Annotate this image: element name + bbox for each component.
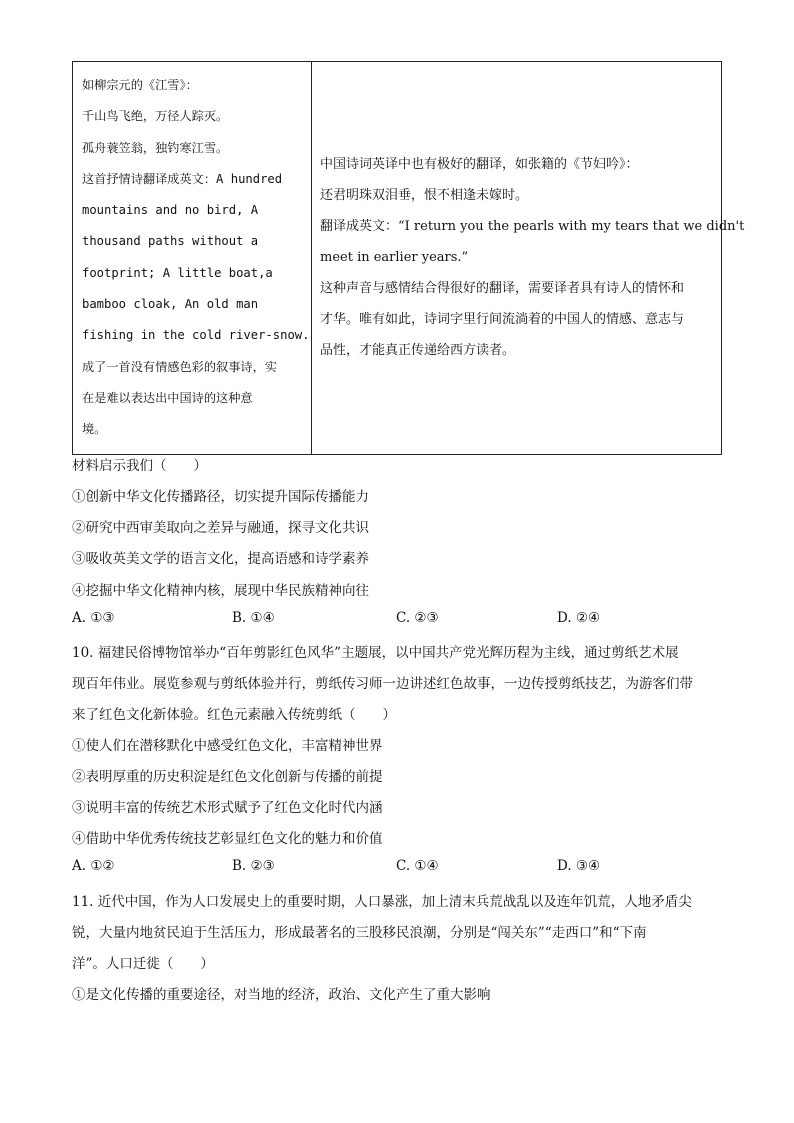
q10-stem-line-1: 10. 福建民俗博物馆举办“百年剪影红色风华”主题展，以中国共产党光辉历程为主线，通过剪纸艺术展 (72, 645, 679, 661)
q10-option-b[interactable]: B. ②③ (232, 858, 275, 874)
poem-line: 境。 (82, 422, 107, 437)
material-left-cell (73, 62, 312, 455)
poem-line: fishing in the cold river-snow. (82, 328, 310, 343)
material-line: 中国诗词英译中也有极好的翻译，如张籍的《节妇吟》： (320, 157, 639, 173)
q10-option-c[interactable]: C. ①④ (396, 858, 439, 874)
poem-line: 这首抒情诗翻译成英文：A hundred (82, 171, 283, 186)
poem-line: 在是难以表达出中国诗的这种意 (82, 390, 253, 405)
q9-statement-2: ②研究中西审美取向之差异与融通，探寻文化共识 (72, 520, 369, 536)
q10-statement-1: ①使人们在潜移默化中感受红色文化，丰富精神世界 (72, 738, 383, 754)
q9-option-b[interactable]: B. ①④ (232, 610, 275, 626)
q9-stem: 材料启示我们（ ） (72, 458, 207, 474)
material-line: 翻译成英文：“I return you the pearls with my tears that we didn't (320, 219, 745, 235)
q9-option-a[interactable]: A. ①③ (72, 610, 115, 626)
poem-line: 成了一首没有情感色彩的叙事诗，实 (82, 359, 277, 374)
q11-stem-line-3: 洋”。人口迁徙（ ） (72, 956, 214, 972)
q10-statement-3: ③说明丰富的传统艺术形式赋予了红色文化时代内涵 (72, 800, 383, 816)
poem-line: 如柳宗元的《江雪》： (82, 78, 198, 92)
material-line: meet in earlier years.” (320, 250, 469, 266)
q11-statement-1: ①是文化传播的重要途径，对当地的经济，政治、文化产生了重大影响 (72, 987, 491, 1003)
poem-line: mountains and no bird, A (82, 203, 259, 218)
poem-line: bamboo cloak, An old man (82, 297, 259, 312)
q9-statement-1: ①创新中华文化传播路径，切实提升国际传播能力 (72, 489, 369, 505)
q11-stem-line-1: 11. 近代中国，作为人口发展史上的重要时期，人口暴涨，加上清末兵荒战乱以及连年饥荒，人地矛盾尖 (72, 894, 692, 910)
q10-option-d[interactable]: D. ③④ (557, 858, 601, 874)
q9-option-c[interactable]: C. ②③ (396, 610, 439, 626)
q9-option-d[interactable]: D. ②④ (557, 610, 601, 626)
q10-statement-4: ④借助中华优秀传统技艺彰显红色文化的魅力和价值 (72, 831, 383, 847)
poem-line: footprint; A little boat,a (82, 265, 273, 280)
material-line: 才华。唯有如此，诗词字里行间流淌着的中国人的情感、意志与 (320, 312, 685, 328)
poem-line: 千山鸟飞绝，万径人踪灭。 (82, 109, 229, 124)
q11-stem-line-2: 锐，大量内地贫民迫于生活压力，形成最著名的三股移民浪潮，分别是“闯关东”“走西口”和“下南 (72, 925, 647, 941)
material-line: 品性，才能真正传递给西方读者。 (320, 343, 516, 359)
poem-line: thousand paths without a (82, 234, 259, 249)
material-line: 还君明珠双泪垂，恨不相逢未嫁时。 (320, 188, 529, 204)
q10-option-a[interactable]: A. ①② (72, 858, 115, 874)
q10-stem-line-2: 现百年伟业。展览参观与剪纸体验并行，剪纸传习师一边讲述红色故事，一边传授剪纸技艺，为游客们带 (72, 676, 693, 692)
q9-statement-3: ③吸收英美文学的语言文化，提高语感和诗学素养 (72, 551, 369, 567)
material-right-cell (312, 62, 745, 455)
q10-stem-line-3: 来了红色文化新体验。红色元素融入传统剪纸（ ） (72, 707, 396, 723)
material-table (72, 61, 745, 455)
q10-statement-2: ②表明厚重的历史积淀是红色文化创新与传播的前提 (72, 769, 383, 785)
poem-line: 孤舟蓑笠翁，独钓寒江雪。 (82, 140, 229, 155)
q9-statement-4: ④挖掘中华文化精神内核，展现中华民族精神向往 (72, 583, 369, 599)
material-line: 这种声音与感情结合得很好的翻译，需要译者具有诗人的情怀和 (320, 281, 685, 297)
